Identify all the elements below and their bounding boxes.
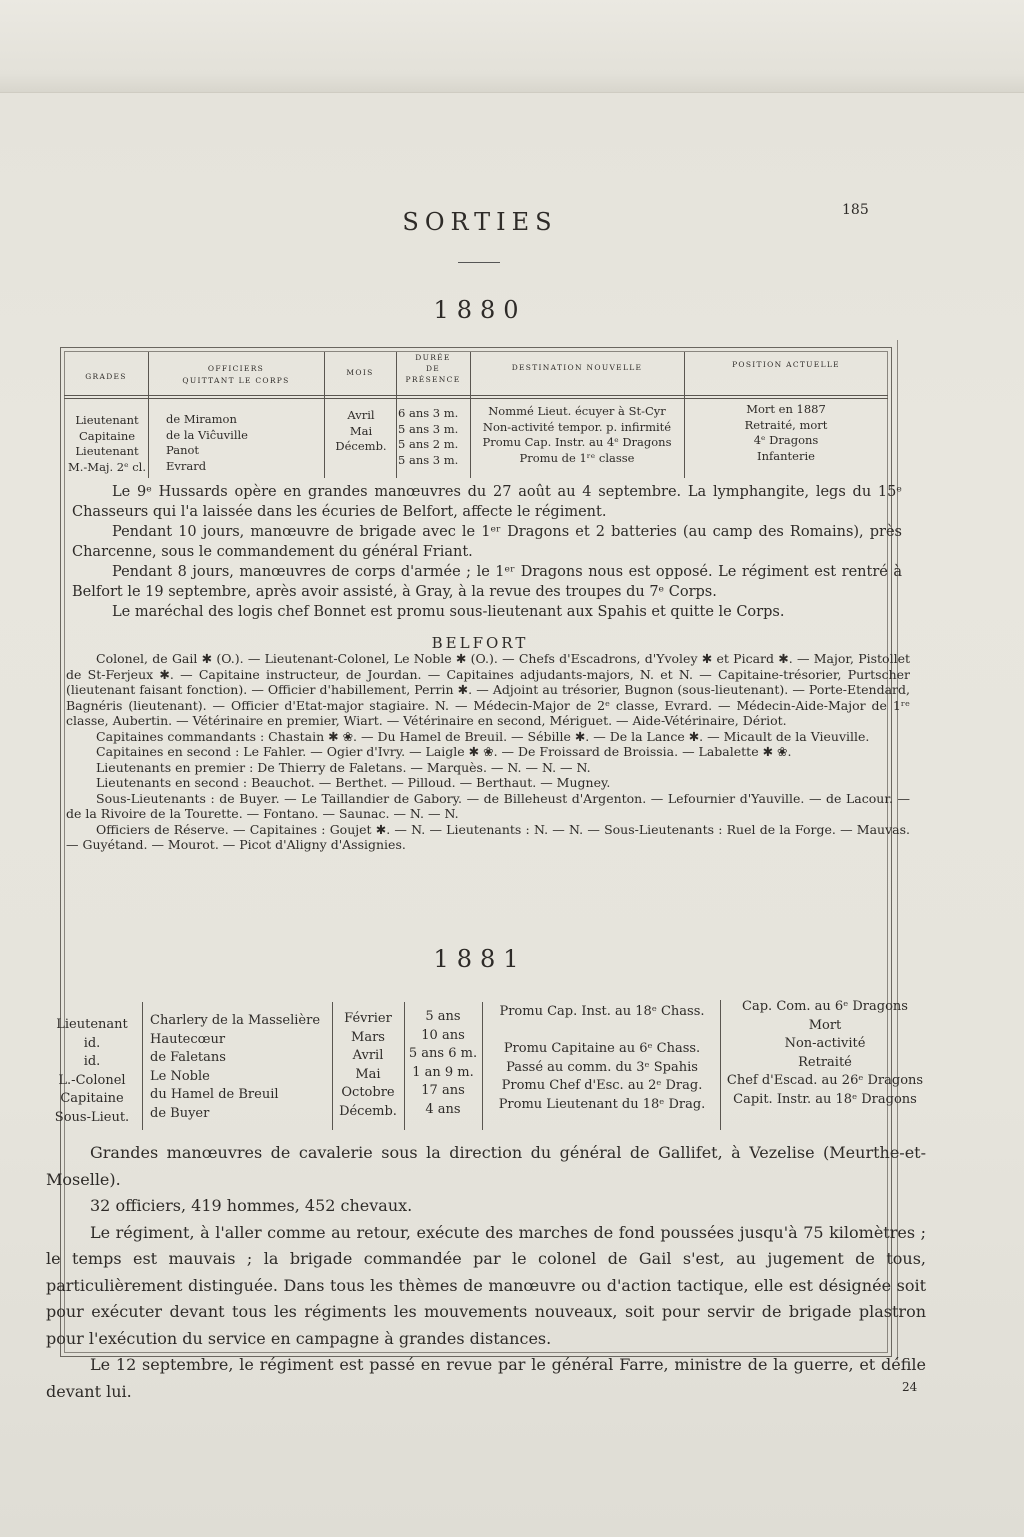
- roster-paragraph: Colonel, de Gail ✱ (O.). — Lieutenant-Colonel, Le Noble ✱ (O.). — Chefs d'Escadrons, d'Yvoley ✱ et Picard ✱. — Major, Pistollet de St-Ferjeux ✱. — Capitaine instructeur, de Jourdan. — Capitaines adjudants-majors, N. et N. — Capitaine-trésorier, Purtscher (lieutenant faisant fonction). — Officier d'habillement, Perrin ✱. — Adjoint au trésorier, Bugnon (sous-lieutenant). — Porte-Etendard, Bagnéris (lieutenant). — Officier d'Etat-major stagiaire. N. — Médecin-Major de 2ᵉ classe, Evrard. — Médecin-Aide-Major de 1ʳᵉ classe, Aubertin. — Vétérinaire en premier, Wiart. — Vétérinaire en second, Mériguet. — Aide-Vétérinaire, Dériot.: [66, 651, 910, 728]
- col-destination-1881: [484, 1003, 720, 1114]
- cell-destination: Nommé Lieut. écuyer à St-Cyr: [488, 404, 666, 418]
- cell-destination: Promu Cap. Instr. au 4ᵉ Dragons: [482, 435, 672, 449]
- col-divider: [482, 1002, 483, 1130]
- cell-mois: Avril: [352, 1048, 384, 1063]
- paragraph: Le régiment, à l'aller comme au retour, exécute des marches de fond poussées jusqu'à 75 kilomètres ; le temps est mauvais ; la brigade commandée par le colonel de Gail s'est, au jugement de tous, particulièrement distinguée. Dans tous les thèmes de manœuvre ou d'action tactique, elle est désignée soit pour exécuter devant tous les régiments les mouvements nouveaux, soit pour servir de brigade plastron pour l'exécution du service en campagne à grandes distances.: [46, 1222, 926, 1348]
- cell-officier: du Hamel de Breuil: [150, 1087, 279, 1102]
- header-officiers: [148, 363, 324, 387]
- paragraph: Pendant 10 jours, manœuvre de brigade avec le 1ᵉʳ Dragons et 2 batteries (au camp des Romains), près Charcenne, sous le commandement du général Friant.: [72, 524, 902, 560]
- roster-paragraph: Sous-Lieutenants : de Buyer. — Le Taillandier de Gabory. — de Billeheust d'Argenton. — Lefournier d'Yauville. — de Lacour. — de la Rivoire de la Tourette. — Fontano. — Saunac. — N. — N.: [66, 790, 910, 821]
- col-officiers-1881: [150, 1012, 320, 1123]
- cell-grade: id.: [83, 1054, 101, 1069]
- cell-duree: 10 ans: [421, 1027, 465, 1043]
- cell-mois: Décemb.: [339, 1103, 397, 1119]
- cell-duree: 5 ans 6 m.: [408, 1046, 478, 1061]
- cell-duree: 6 ans 3 m.: [398, 406, 459, 420]
- cell-officier: de la Viĉuville: [166, 427, 248, 442]
- col-grades-1880: [66, 413, 148, 475]
- paragraph: Le 9ᵉ Hussards opère en grandes manœuvres du 27 août au 4 septembre. La lymphangite, legs du 15ᵉ Chasseurs qui l'a laissée dans les écuries de Belfort, affecte le régiment.: [72, 484, 902, 520]
- narrative-1881: [46, 1140, 926, 1405]
- roster-paragraph: Lieutenants en second : Beauchot. — Berthet. — Pilloud. — Berthaut. — Mugney.: [96, 775, 611, 790]
- cell-officier: de Buyer: [150, 1105, 210, 1121]
- col-grades-1881: [46, 1016, 138, 1127]
- paragraph: Grandes manœuvres de cavalerie sous la direction du général de Gallifet, à Vezelise (Meurthe-et-Moselle).: [46, 1143, 926, 1189]
- cell-duree: 17 ans: [421, 1083, 465, 1098]
- belfort-heading: BELFORT: [431, 634, 529, 652]
- cell-position: Retraité, mort: [744, 417, 828, 432]
- narrative-1880: [72, 482, 902, 622]
- paragraph: Le maréchal des logis chef Bonnet est promu sous-lieutenant aux Spahis et quitte le Corps.: [112, 604, 785, 620]
- cell-grade: Capitaine: [78, 428, 136, 443]
- paragraph: Le 12 septembre, le régiment est passé en revue par le général Farre, ministre de la guerre, et défile devant lui.: [46, 1355, 926, 1401]
- cell-position: Non-activité: [784, 1036, 866, 1051]
- col-divider: [720, 1000, 721, 1130]
- cell-destination: Promu de 1ʳᵉ classe: [519, 450, 635, 465]
- header-duree-line2: DE: [425, 364, 441, 373]
- cell-grade: Capitaine: [60, 1091, 124, 1106]
- cell-position: Cap. Com. au 6ᵉ Dragons: [742, 999, 908, 1014]
- cell-grade: Sous-Lieut.: [54, 1109, 130, 1125]
- header-officiers-line1: OFFICIERS: [207, 364, 265, 373]
- cell-grade: L.-Colonel: [58, 1072, 126, 1088]
- cell-officier: Charlery de la Masselière: [150, 1013, 321, 1028]
- col-position-1880: [686, 402, 886, 464]
- cell-mois: Mai: [355, 1066, 381, 1082]
- page-title: SORTIES: [402, 208, 558, 236]
- header-mois: MOIS: [346, 368, 374, 377]
- cell-duree: 5 ans: [425, 1009, 461, 1024]
- col-mois-1880: [326, 408, 396, 455]
- cell-position: Retraité: [798, 1054, 852, 1070]
- cell-officier: Le Noble: [150, 1068, 210, 1084]
- col-destination-1880: [470, 404, 684, 466]
- year-heading-1880: 1880: [433, 296, 527, 324]
- table-header-rule: [64, 395, 888, 396]
- col-mois-1881: [334, 1010, 402, 1121]
- header-duree-line3: PRÉSENCE: [405, 375, 461, 384]
- paragraph: 32 officiers, 419 hommes, 452 chevaux.: [90, 1196, 413, 1215]
- footer-signature-number: 24: [902, 1380, 918, 1394]
- year-heading-1881: 1881: [433, 945, 527, 973]
- cell-position: Mort en 1887: [746, 402, 826, 416]
- col-divider: [142, 1002, 143, 1130]
- belfort-roster: [66, 651, 910, 853]
- cell-grade: id.: [83, 1035, 101, 1051]
- roster-paragraph: Capitaines en second : Le Fahler. — Ogier d'Ivry. — Laigle ✱ ❀. — De Froissard de Broissia. — Labalette ✱ ❀.: [96, 744, 792, 759]
- cell-mois: Avril: [347, 408, 375, 422]
- cell-officier: Evrard: [166, 458, 207, 473]
- header-grades: GRADES: [85, 372, 127, 381]
- page-number: 185: [842, 202, 869, 218]
- cell-position: Capit. Instr. au 18ᵉ Dragons: [733, 1091, 917, 1107]
- cell-destination: Promu Chef d'Esc. au 2ᵉ Drag.: [501, 1078, 703, 1093]
- cell-mois: Février: [344, 1011, 392, 1026]
- cell-duree: 1 an 9 m.: [412, 1064, 474, 1080]
- cell-position: 4ᵉ Dragons: [753, 433, 819, 447]
- cell-destination: Promu Lieutenant du 18ᵉ Drag.: [498, 1096, 706, 1112]
- header-officiers-line2: QUITTANT LE CORPS: [182, 376, 290, 385]
- col-officiers-1880: [166, 412, 248, 474]
- cell-destination: Promu Capitaine au 6ᵉ Chass.: [503, 1041, 701, 1056]
- cell-duree: 5 ans 3 m.: [398, 452, 459, 467]
- cell-officier: de Miramon: [166, 412, 237, 426]
- cell-destination: Promu Cap. Inst. au 18ᵉ Chass.: [499, 1004, 705, 1019]
- cell-destination: Passé au comm. du 3ᵉ Spahis: [506, 1059, 698, 1075]
- cell-grade: Lieutenant: [56, 1017, 128, 1032]
- cell-position: Mort: [808, 1017, 842, 1033]
- cell-mois: Mai: [349, 423, 373, 438]
- col-duree-1881: [404, 1008, 482, 1119]
- cell-destination: [484, 1022, 720, 1041]
- col-divider: [332, 1002, 333, 1130]
- cell-mois: Décemb.: [335, 439, 387, 453]
- title-rule: [458, 262, 500, 263]
- cell-position: Infanterie: [757, 448, 815, 463]
- header-duree-line1: DURÉE: [415, 353, 451, 362]
- cell-mois: Mars: [351, 1029, 385, 1045]
- cell-duree: 4 ans: [425, 1101, 461, 1117]
- roster-paragraph: Officiers de Réserve. — Capitaines : Goujet ✱. — N. — Lieutenants : N. — N. — Sous-Lieutenants : Ruel de la Forge. — Mauvas. — Guyétand. — Mourot. — Picot d'Aligny d'Assignies.: [66, 821, 910, 852]
- roster-paragraph: Capitaines commandants : Chastain ✱ ❀. — Du Hamel de Breuil. — Sébille ✱. — De la Lance ✱. — Micault de la Vieuville.: [96, 728, 870, 744]
- cell-officier: Hautecœur: [150, 1031, 226, 1047]
- table-header-rule-2: [64, 398, 888, 399]
- header-duree: [396, 352, 470, 385]
- cell-position: Chef d'Escad. au 26ᵉ Dragons: [726, 1073, 924, 1088]
- cell-destination: Non-activité tempor. p. infirmité: [482, 419, 672, 434]
- cell-grade: Lieutenant: [75, 444, 139, 458]
- page-fold: [0, 0, 1024, 93]
- cell-mois: Octobre: [341, 1085, 395, 1100]
- cell-grade: M.-Maj. 2ᵉ cl.: [67, 459, 147, 474]
- cell-officier: Panot: [166, 443, 200, 457]
- cell-officier: de Faletans: [150, 1050, 226, 1065]
- roster-paragraph: Lieutenants en premier : De Thierry de Faletans. — Marquès. — N. — N. — N.: [96, 759, 591, 775]
- cell-grade: Lieutenant: [75, 413, 139, 427]
- cell-duree: 5 ans 3 m.: [398, 421, 459, 436]
- cell-duree: 5 ans 2 m.: [398, 437, 459, 451]
- header-position: POSITION ACTUELLE: [732, 360, 840, 369]
- col-duree-1880: [398, 406, 458, 468]
- header-destination: DESTINATION NOUVELLE: [511, 363, 643, 372]
- col-position-1881: [722, 998, 928, 1109]
- paragraph: Pendant 8 jours, manœuvres de corps d'armée ; le 1ᵉʳ Dragons nous est opposé. Le régiment est rentré à Belfort le 19 septembre, après avoir assisté, à Gray, à la revue des troupes du 7ᵉ Corps.: [72, 564, 902, 600]
